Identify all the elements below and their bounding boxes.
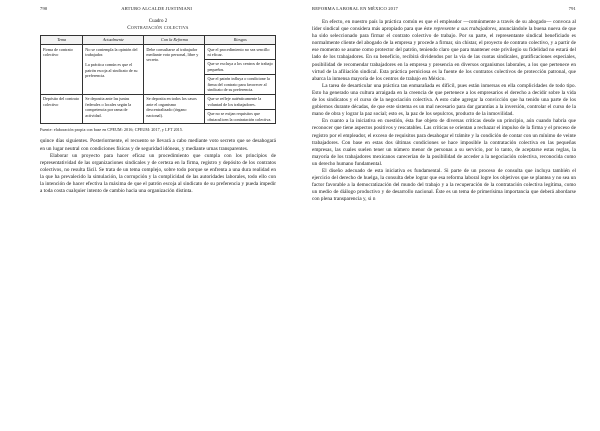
right-paragraph: La tarea de desarticular una práctica tan enmarañada es difícil, pues están inmersas en ella complicidades de todo tipo. Esto ha generado una cultura arraigada en la creencia de que pertenece a los empresarios el derecho a decidir sobre la vida de los sindicatos y el curso de la negociación colectiva. A esto cabe agregar la convicción que ha tenido una parte de los gobiernos durante décadas, de que este sistema es un mal necesario para dar garantías a la inversión, controlar el curso de la mano de obra y lograr la paz social; esto es, la paz de los sepulcros, producto de la inmovilidad. — [312, 82, 576, 118]
table-row — [41, 94, 276, 124]
left-paragraph: Elaborar un proyecto para hacer eficaz un procedimiento que cumpla con los principios de representatividad de las organizaciones sindicales y de certeza en la firma, registro y depósito de los contratos colectivos, no resulta fácil. Se trata de un tema complejo, sobre todo porque se enfrenta a una dura realidad en la que ha prevalecido la simulación, la corrupción y la complicidad de las autoridades laborales, todo ello con la intención de hacer efectiva la máxima de que el patrón escoja al sindicato de su preferencia y pueda impedir a toda costa cualquier intento de cambio hacia una organización distinta. — [40, 152, 276, 195]
paragraph-italic: represente a sus trabajadores — [433, 26, 497, 33]
right-paragraph — [312, 19, 576, 83]
risk-item: Que se refleje auténticamente la voluntad de los trabajadores. — [207, 96, 262, 107]
paragraph-text: , anunciándole la buena nueva de que ha sido seleccionado para firmar el contrato colectivo de trabajo. Por su parte, el representante sindical beneficiado es normalmente cliente del abogado de la empresa y procede a firmar, sin chistar, el proyecto de contrato colectivo, y a partir de ese momento se asume como protector del patrón, teniendo claro que para mantener este privilegio su fidelidad no estará del lado de los trabajadores. En su beneficio, recibirá dividendos por la vía de las cuotas sindicales, gratificaciones especiales, posibilidad de recomendar trabajadores en la empresa y presencia en diversos organismos laborales, a los que pertenece en virtud de la afiliación sindical. Esta práctica perniciosa es la fuente de los contratos colectivos de protección patronal, que abarca la inmensa mayoría de los centros de trabajo en México. — [312, 26, 577, 82]
cell-reforma: Se deposita en todos los casos ante el organismo descentralizado (órgano nacional). — [144, 94, 205, 124]
col-header-riesgos: Riesgos — [205, 36, 276, 45]
risk-item: Que se excluya a los centros de trabajo pequeños. — [205, 59, 275, 74]
col-header-actualmente: Actualmente — [83, 36, 144, 45]
cell-text: La práctica común es que el patrón escoja al sindicato de su preferencia. — [85, 62, 138, 79]
table-caption — [40, 19, 276, 32]
right-paragraph: En cuanto a la iniciativa en cuestión, ésta fue objeto de diversas críticas desde un principio, aún cuando habría que reconocer que tiene aspectos positivos y rescatables. Las críticas se orientan a rechazar el impulso de la firma y el proceso de registro por el empleador, el exceso de requisitos para desahogar el trámite y la condición de contar con un mínimo de veinte trabajadores. Con base en estas dos últimas condiciones se hace imposible la contratación colectiva en las pequeñas empresas, las cuales suelen tener un número menor de personas a su servicio, por lo tanto, de aceptarse estas reglas, la mayoría de los trabajadores mexicanos carecerían de la posibilidad de acceder a la negociación colectiva, reconocida como un derecho humano fundamental. — [312, 118, 576, 167]
cell-text: No se contempla la opinión del trabajador. — [85, 46, 138, 57]
left-running-head — [40, 6, 276, 11]
col-header-tema: Tema — [41, 36, 83, 45]
risk-item: Que el procedimiento no sea sencillo ni eficaz. — [207, 46, 270, 57]
col-header-reforma: Con la Reforma — [144, 36, 205, 45]
cell-reforma: Debe consultarse al trabajador mediante voto personal, libre y secreto. — [144, 45, 205, 95]
risk-item: Que el patrón influya o condicione la firma del contrato para favorecer al sindicato de su preferencia. — [205, 74, 275, 94]
table-row — [41, 45, 276, 95]
right-running-title: REFORMA LABORAL EN MÉXICO 2017 — [312, 6, 399, 11]
left-page-number: 790 — [40, 6, 48, 11]
table-number: Cuadro 2 — [148, 19, 168, 24]
cell-tema: Depósito del contrato colectivo — [41, 94, 83, 124]
right-running-head — [312, 6, 576, 11]
risk-item: Que no se exijan requisitos que obstaculicen la contratación colectiva. — [205, 109, 275, 124]
right-page-number: 791 — [568, 6, 576, 11]
left-running-title: ARTURO ALCALDE JUSTINIANI — [121, 6, 193, 11]
cell-tema: Firma de contrato colectivo — [41, 45, 83, 95]
paragraph-text: En efecto, en nuestro país la práctica común es que el empleador —comúnmente a través de su abogado— convoca al líder sindical que considera más apropiado para que éste — [312, 19, 576, 33]
table-title: Contratación colectiva — [127, 25, 189, 31]
cell-actualmente: Se deposita ante las juntas federales o locales según la competencia por rama de actividad. — [83, 94, 144, 124]
cell-riesgos — [205, 94, 276, 124]
left-paragraph: quince días siguientes. Posteriormente, el recuento se llevará a cabo mediante voto secreto que se desahogará en un lugar neutral con condiciones físicas y de seguridad idóneas, y mediante urnas transparentes. — [40, 138, 276, 152]
contracts-table — [40, 35, 276, 124]
right-page — [300, 0, 600, 431]
right-paragraph: El diseño adecuado de esta iniciativa es fundamental. Si parte de un proceso de consulta que incluya también el ejercicio del derecho de huelga, la consulta debe lograr que esa reforma laboral logre los objetivos que se plantea y no sea un factor favorable a la democratización del mundo del trabajo y a la recuperación de la contratación colectiva legítima, como un medio de diálogo productivo y de desarrollo nacional. Éste es un tema de primerísima importancia que deberá abordarse con plena transparencia y, si n — [312, 167, 576, 203]
table-source: Fuente: elaboración propia con base en CPEUM: 2016; CPEUM: 2017, y LFT 2015. — [40, 127, 184, 133]
cell-actualmente — [83, 45, 144, 95]
table-header-row — [41, 36, 276, 45]
cell-riesgos — [205, 45, 276, 95]
